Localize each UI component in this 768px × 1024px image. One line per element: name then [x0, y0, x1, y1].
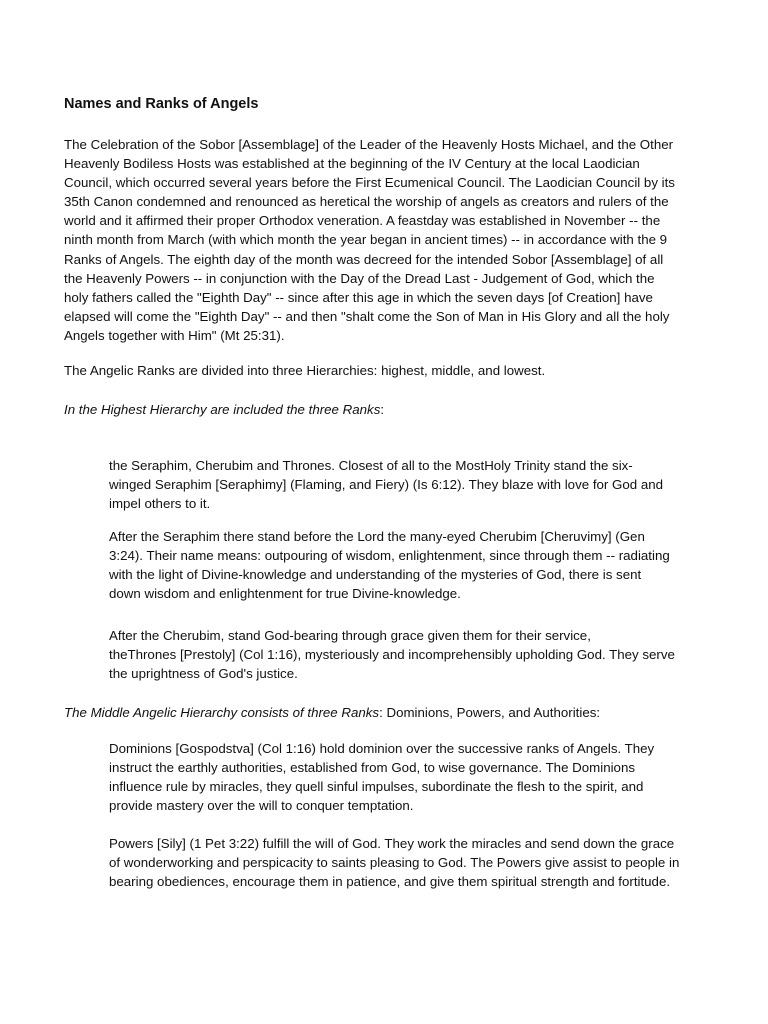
heading-suffix: : Dominions, Powers, and Authorities: — [379, 705, 601, 720]
heading-line — [64, 703, 600, 722]
text-line: of wonderworking and perspicacity to saints pleasing to God. The Powers give assist to people in — [109, 855, 680, 871]
text-line: After the Cherubim, stand God-bearing through grace given them for their service, — [109, 628, 591, 643]
text-line: ninth month from March (with which month the year began in ancient times) -- in accordance with the 9 — [64, 232, 668, 248]
intro-paragraph — [64, 135, 675, 345]
page-title: Names and Ranks of Angels — [64, 96, 259, 112]
text-line: holy fathers called the "Eighth Day" -- since after this age in which the seven days [of Creation] have — [64, 289, 653, 305]
text-line: Council, which occurred several years before the First Ecumenical Council. The Laodician Council by its — [64, 175, 675, 191]
text-line: Heavenly Bodiless Hosts was established at the beginning of the IV Century at the local Laodician — [64, 156, 640, 172]
text-line: The Angelic Ranks are divided into three Hierarchies: highest, middle, and lowest. — [64, 363, 546, 378]
middle-hierarchy-heading — [64, 703, 600, 722]
powers-paragraph — [109, 834, 679, 891]
text-line: the Heavenly Powers -- in conjunction with the Day of the Dread Last - Judgement of God, which the — [64, 270, 655, 286]
text-line: theThrones [Prestoly] (Col 1:16), mysteriously and incomprehensibly upholding God. They serve — [109, 647, 675, 663]
text-line: Angels together with Him" (Mt 25:31). — [64, 327, 285, 343]
text-line: down wisdom and enlightenment for true Divine-knowledge. — [109, 586, 461, 602]
text-line: the Seraphim, Cherubim and Thrones. Closest of all to the MostHoly Trinity stand the six- — [109, 458, 633, 473]
heading-suffix: : — [380, 402, 385, 417]
text-line: 35th Canon condemned and renounced as heretical the worship of angels as creators and rulers of the — [64, 194, 669, 210]
cherubim-paragraph — [109, 527, 670, 603]
text-line: Dominions [Gospodstva] (Col 1:16) hold dominion over the successive ranks of Angels. They — [109, 741, 655, 756]
hierarchies-paragraph — [64, 361, 545, 380]
text-line: Powers [Sily] (1 Pet 3:22) fulfill the will of God. They work the miracles and send down the grace — [109, 836, 675, 851]
heading-line — [64, 400, 384, 419]
text-line: instruct the earthly authorities, established from God, to wise governance. The Dominions — [109, 760, 635, 776]
thrones-paragraph — [109, 626, 675, 683]
text-line: winged Seraphim [Seraphimy] (Flaming, and Fiery) (Is 6:12). They blaze with love for God and — [109, 477, 664, 493]
text-line: influence rule by miracles, they quell sinful impulses, subordinate the flesh to the spirit, and — [109, 779, 644, 795]
heading-italic-text: In the Highest Hierarchy are included the three Ranks — [64, 402, 381, 417]
text-line: The Celebration of the Sobor [Assemblage] of the Leader of the Heavenly Hosts Michael, and the Other — [64, 137, 674, 152]
text-line: 3:24). Their name means: outpouring of wisdom, enlightenment, since through them -- radiating — [109, 548, 670, 564]
text-line: impel others to it. — [109, 496, 211, 512]
text-line: the uprightness of God's justice. — [109, 666, 298, 682]
text-line: Ranks of Angels. The eighth day of the month was decreed for the intended Sobor [Assemblage] of all — [64, 251, 664, 267]
text-line: After the Seraphim there stand before the Lord the many-eyed Cherubim [Cheruvimy] (Gen — [109, 529, 645, 544]
text-line: world and it affirmed their proper Orthodox veneration. A feastday was established in November -- the — [64, 213, 661, 229]
text-line: provide mastery over the will to conquer temptation. — [109, 798, 414, 814]
dominions-paragraph — [109, 739, 654, 815]
text-line: elapsed will come the "Eighth Day" -- and then "shalt come the Son of Man in His Glory and all the holy — [64, 308, 670, 324]
highest-hierarchy-heading — [64, 400, 384, 419]
heading-italic-text: The Middle Angelic Hierarchy consists of three Ranks — [64, 705, 380, 720]
text-line: bearing obediences, encourage them in patience, and give them spiritual strength and fortitude. — [109, 874, 671, 890]
seraphim-paragraph — [109, 456, 663, 513]
text-line: with the light of Divine-knowledge and understanding of the mysteries of God, there is sent — [109, 567, 642, 583]
